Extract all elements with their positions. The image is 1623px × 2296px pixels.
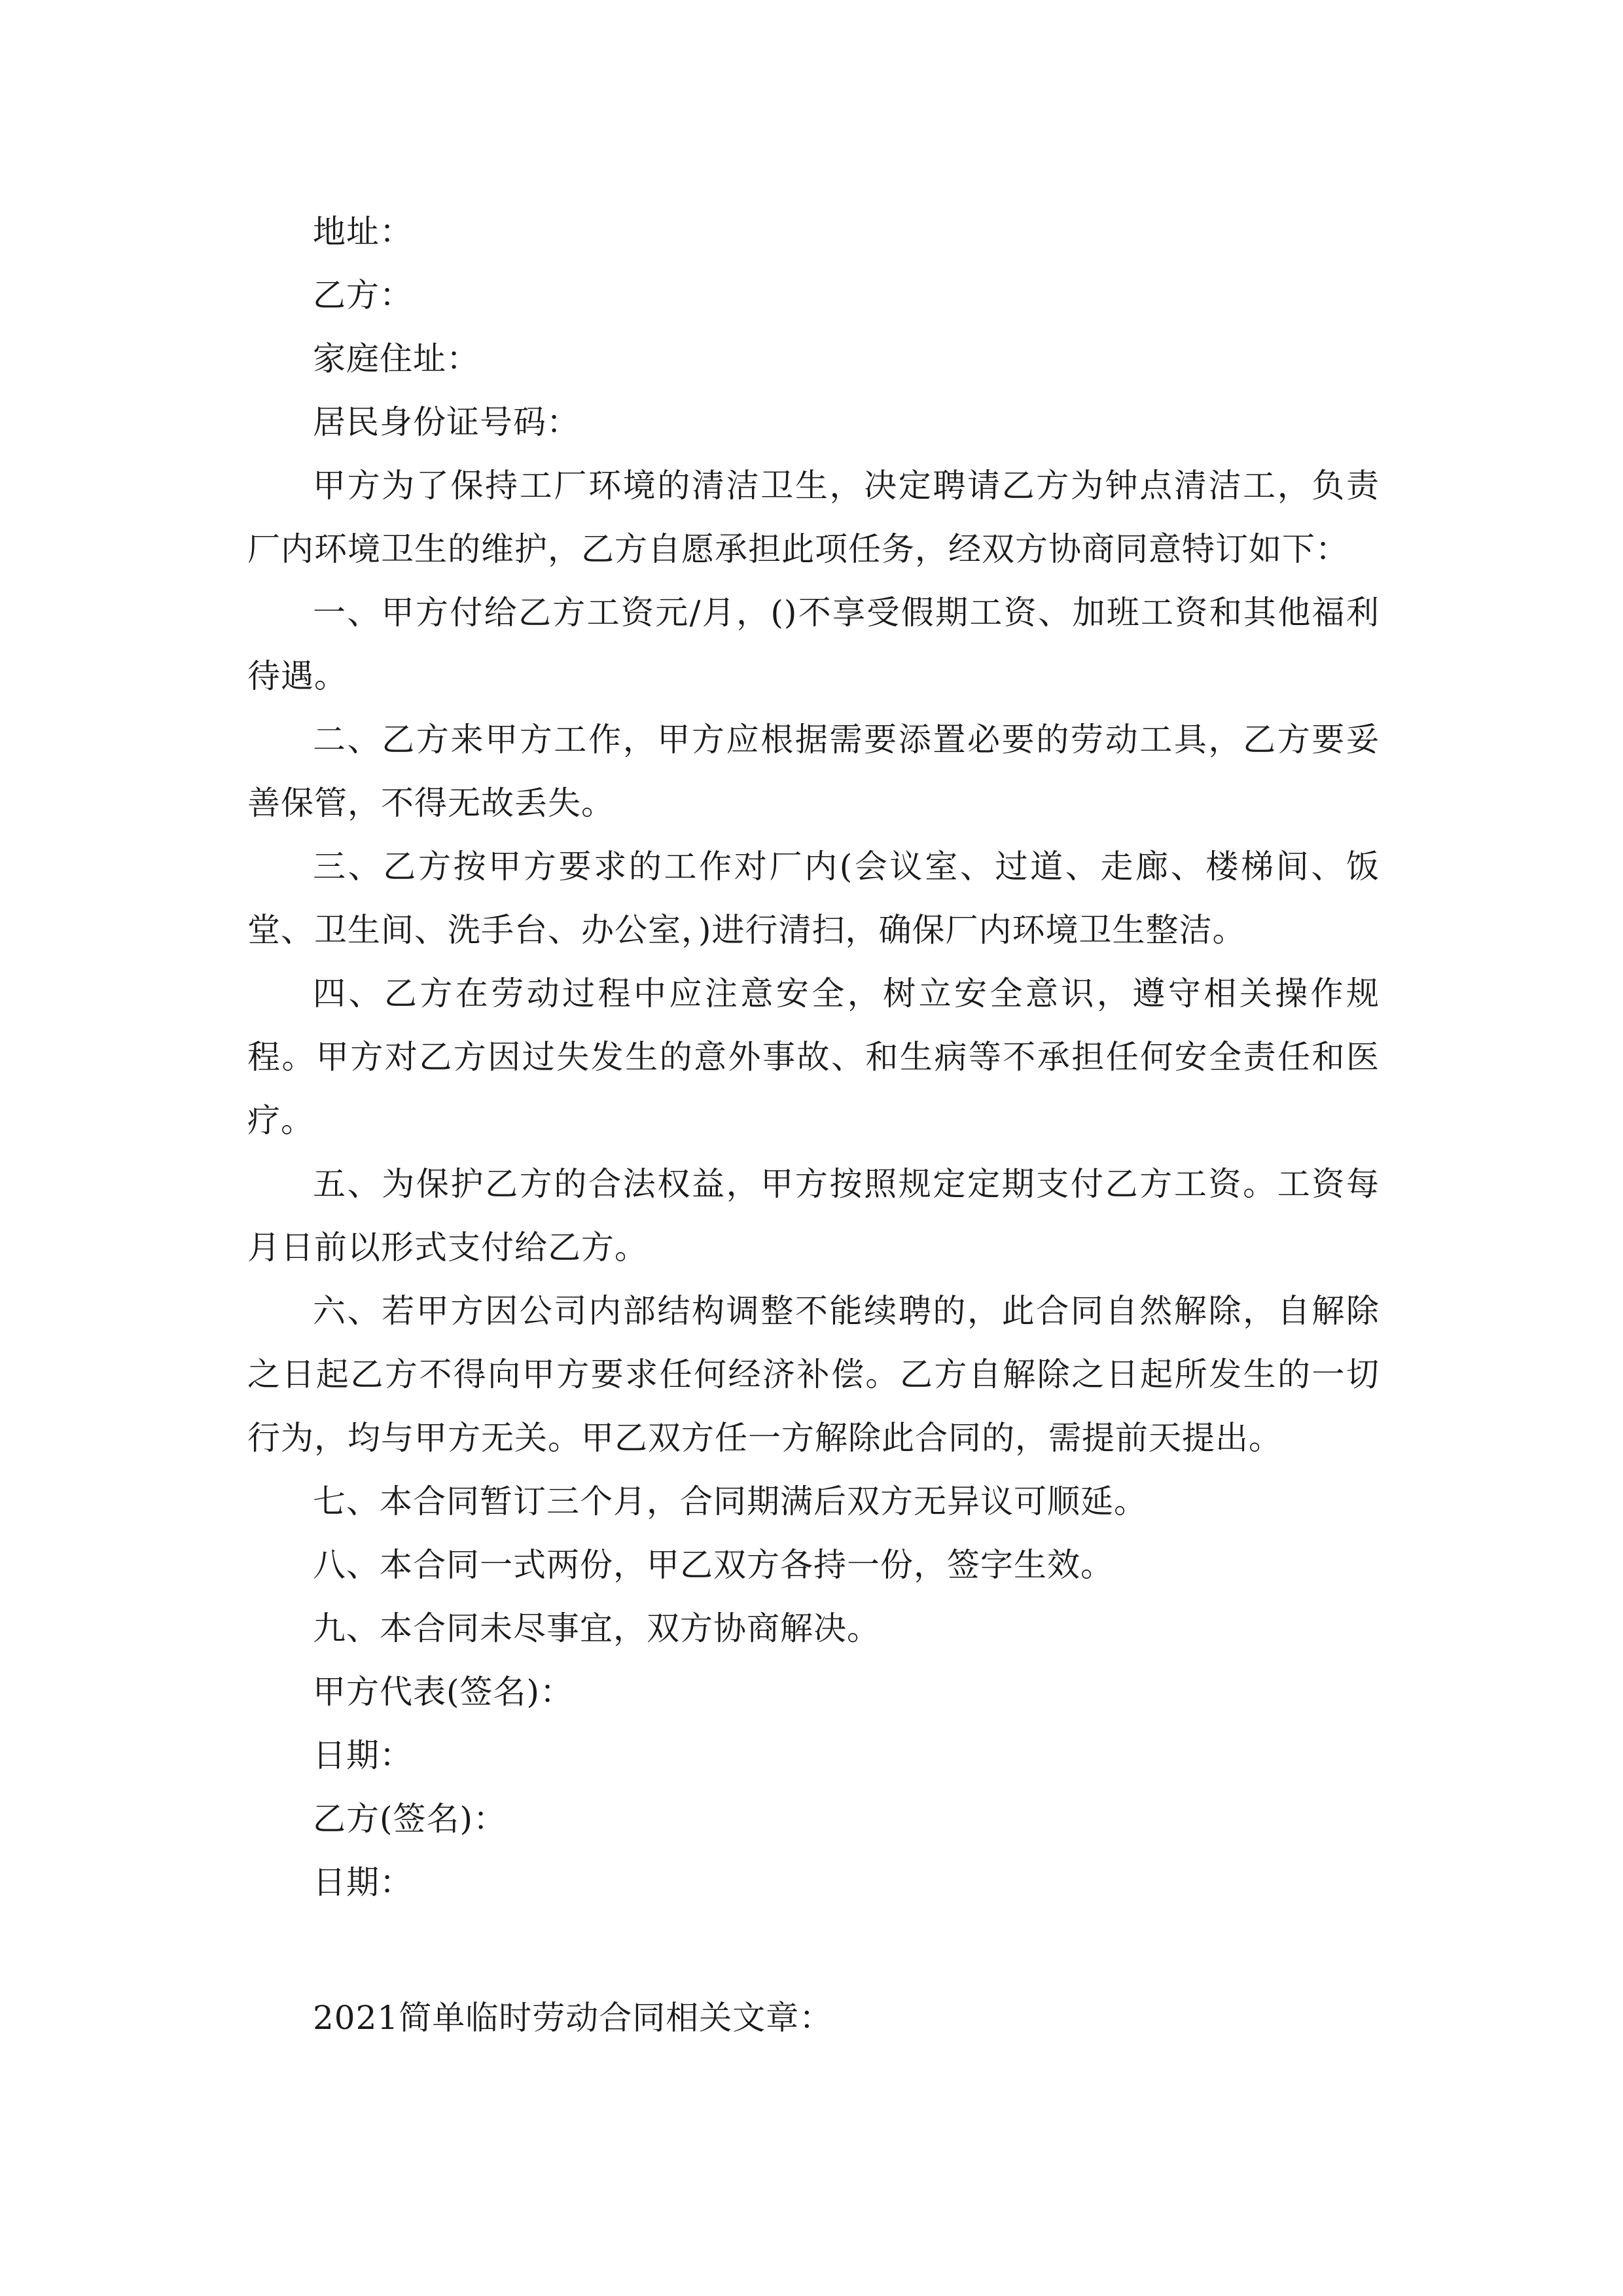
clause-7: 七、本合同暂订三个月，合同期满后双方无异议可顺延。: [313, 1482, 1147, 1520]
clause-3: 三、乙方按甲方要求的工作对厂内(会议室、过道、走廊、楼梯间、饭堂、卫生间、洗手台、办公室，)进行清扫，确保厂内环境卫生整洁。: [247, 848, 1380, 949]
clause-8: 八、本合同一式两份，甲乙双方各持一份，签字生效。: [313, 1546, 1114, 1584]
party-b-field: 乙方：: [313, 276, 413, 314]
clause-6: 六、若甲方因公司内部结构调整不能续聘的，此合同自然解除，自解除之日起乙方不得向甲方要求任何经济补偿。乙方自解除之日起所发生的一切行为，均与甲方无关。甲乙双方任一方解除此合同的，需提前天提出。: [247, 1292, 1380, 1457]
address-field: 地址：: [313, 213, 413, 251]
clause-1: 一、甲方付给乙方工资元/月，()不享受假期工资、加班工资和其他福利待遇。: [247, 594, 1380, 695]
party-b-date: 日期：: [313, 1863, 413, 1901]
party-b-signature: 乙方(签名)：: [313, 1800, 507, 1838]
clause-4: 四、乙方在劳动过程中应注意安全，树立安全意识，遵守相关操作规程。甲方对乙方因过失发生的意外事故、和生病等不承担任何安全责任和医疗。: [247, 975, 1380, 1139]
clause-9: 九、本合同未尽事宜，双方协商解决。: [313, 1609, 880, 1647]
clause-2: 二、乙方来甲方工作，甲方应根据需要添置必要的劳动工具，乙方要妥善保管，不得无故丢失。: [247, 721, 1380, 822]
party-a-date: 日期：: [313, 1736, 413, 1774]
party-a-signature: 甲方代表(签名)：: [313, 1673, 574, 1711]
intro-paragraph: 甲方为了保持工厂环境的清洁卫生，决定聘请乙方为钟点清洁工，负责厂内环境卫生的维护，乙方自愿承担此项任务，经双方协商同意特订如下：: [247, 467, 1380, 568]
contract-body: [247, 200, 1380, 1914]
related-articles-heading: 2021简单临时劳动合同相关文章：: [313, 1999, 833, 2037]
clause-5: 五、为保护乙方的合法权益，甲方按照规定定期支付乙方工资。工资每月日前以形式支付给乙方。: [247, 1165, 1380, 1266]
id-number-field: 居民身份证号码：: [313, 403, 580, 441]
home-address-field: 家庭住址：: [313, 340, 480, 378]
